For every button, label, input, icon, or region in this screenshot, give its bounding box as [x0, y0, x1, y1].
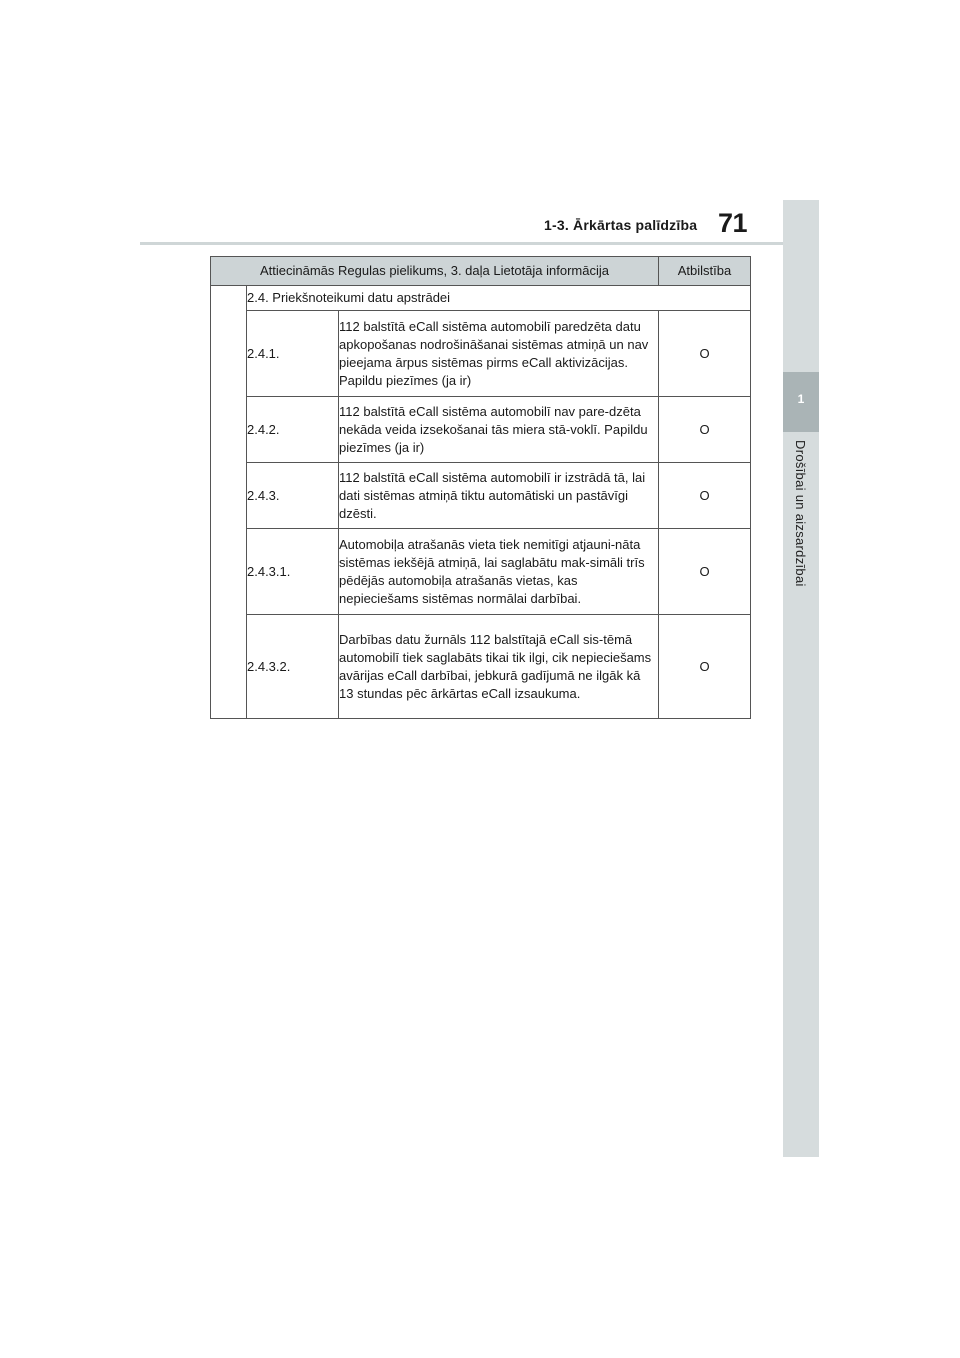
row-number: 2.4.3. — [247, 463, 339, 529]
table-header-row — [211, 257, 751, 286]
section-heading: 2.4. Priekšnoteikumi datu apstrādei — [247, 286, 751, 311]
row-number: 2.4.3.1. — [247, 529, 339, 615]
page-number: 71 — [718, 208, 748, 238]
row-text: Darbības datu žurnāls 112 balstītajā eCall sis-tēmā automobilī tiek saglabāts tikai tik ilgi, cik nepieciešams avārijas eCall darbībai, jebkurā gadījumā ne ilgāk kā 13 stundas pēc ārkārtas eCall izsaukuma. — [339, 615, 659, 719]
section-row — [211, 286, 751, 311]
row-compliance: O — [659, 311, 751, 397]
row-compliance: O — [659, 397, 751, 463]
row-number: 2.4.1. — [247, 311, 339, 397]
header-compliance-column: Atbilstība — [659, 257, 751, 286]
table-row — [211, 615, 751, 719]
table-row — [211, 397, 751, 463]
chapter-number: 1 — [797, 392, 805, 406]
row-number: 2.4.2. — [247, 397, 339, 463]
indent-cell — [211, 286, 247, 719]
row-compliance: O — [659, 615, 751, 719]
table-row — [211, 311, 751, 397]
header-divider — [140, 242, 783, 245]
row-text: Automobiļa atrašanās vieta tiek nemitīgi atjauni-nāta sistēmas iekšējā atmiņā, lai saglabātu mak-simāli trīs pēdējās automobiļa atrašanās vietas, kas nepieciešams sistēmas normālai darbībai. — [339, 529, 659, 615]
table-row — [211, 463, 751, 529]
row-text: 112 balstītā eCall sistēma automobilī ir izstrādā tā, lai dati sistēmas atmiņā tiktu automātiski un pastāvīgi dzēsti. — [339, 463, 659, 529]
row-compliance: O — [659, 463, 751, 529]
table-row — [211, 529, 751, 615]
header-info-column: Attiecināmās Regulas pielikums, 3. daļa Lietotāja informācija — [211, 257, 659, 286]
section-title: 1-3. Ārkārtas palīdzība — [544, 217, 698, 233]
row-number: 2.4.3.2. — [247, 615, 339, 719]
compliance-table — [210, 256, 751, 719]
row-compliance: O — [659, 529, 751, 615]
chapter-side-tab — [783, 200, 819, 1157]
row-text: 112 balstītā eCall sistēma automobilī paredzēta datu apkopošanas nodrošināšanai sistēmas atmiņā un nav pieejama ārpus sistēmas pirms eCall aktivizācijas. Papildu piezīmes (ja ir) — [339, 311, 659, 397]
row-text: 112 balstītā eCall sistēma automobilī nav pare-dzēta nekāda veida izsekošanai tās miera stā-voklī. Papildu piezīmes (ja ir) — [339, 397, 659, 463]
chapter-label: Drošībai un aizsardzībai — [793, 440, 808, 587]
